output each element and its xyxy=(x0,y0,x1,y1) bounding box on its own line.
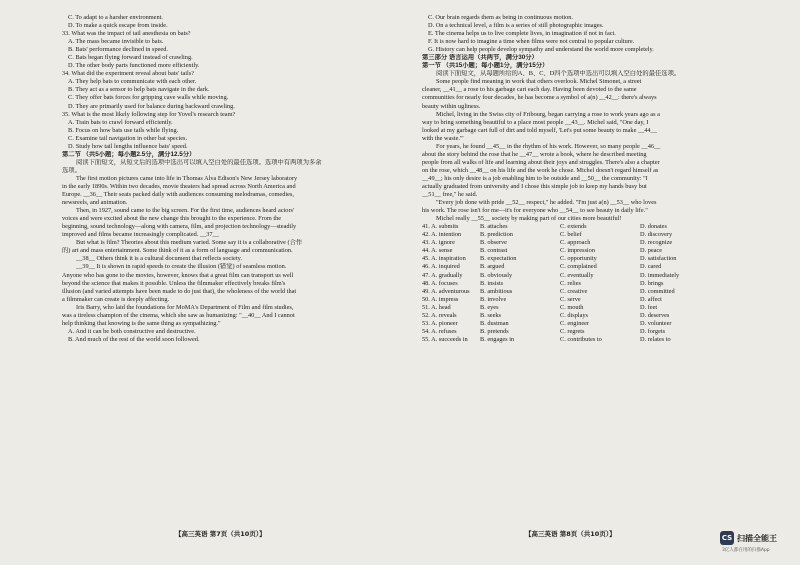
watermark-subtitle: 3亿人都在用的扫描App xyxy=(722,548,770,553)
option-b: B. involve xyxy=(480,295,507,303)
text-line: was a tireless champion of the cinema, which she saw as humanizing: "__40__ And I cannot xyxy=(62,311,295,319)
option-a: 52. A. reveals xyxy=(422,311,457,319)
option-c: C. relies xyxy=(560,279,581,287)
text-line: Then, in 1927, sound came to the big screen. For the first time, audiences heard actors' xyxy=(76,207,295,215)
instruction-line: 选项。 xyxy=(62,166,81,174)
option-d: D. donates xyxy=(640,223,667,231)
option-a: 44. A. sense xyxy=(422,247,453,255)
option-line: F. It is now hard to imagine a time when films were not central to popular culture. xyxy=(428,38,635,46)
option-c: C. complained xyxy=(560,263,597,271)
option-row xyxy=(422,304,740,312)
option-a: 46. A. inquired xyxy=(422,263,460,271)
option-row xyxy=(422,272,740,280)
text-line: The first motion pictures came into life in Thomas Alva Edison's New Jersey laboratory xyxy=(76,174,298,182)
option-row xyxy=(422,247,740,255)
option-a: 45. A. inspiration xyxy=(422,255,466,263)
option-d: D. peace xyxy=(640,247,663,255)
option-b: B. observe xyxy=(480,239,507,247)
option-c: C. serve xyxy=(560,295,581,303)
option-c: C. eventually xyxy=(560,271,594,279)
option-b: B. prediction xyxy=(480,231,513,239)
option-d: D. cared xyxy=(640,263,662,271)
question-line: 35. What is the most likely following step for Yovel's research team? xyxy=(62,110,236,118)
instruction-line: 阅读下面短文，从每题所给的A、B、C、D四个选项中选出可以填入空白处的最佳选项。 xyxy=(436,70,681,78)
text-line: D. They are primarily used for balance during backward crawling. xyxy=(68,102,235,110)
option-c: C. displays xyxy=(560,311,588,319)
text-line: improved and films became increasingly complicated. __37__ xyxy=(62,231,219,239)
option-c: C. regrets xyxy=(560,327,585,335)
option-b: B. ambitious xyxy=(480,287,513,295)
option-b: B. eyes xyxy=(480,303,499,311)
text-line: newsreels, and animation. xyxy=(62,199,128,207)
option-a: 50. A. impress xyxy=(422,295,459,303)
text-line: D. To make a quick escape from inside. xyxy=(68,22,168,30)
text-line: B. Focus on how bats use tails while flying. xyxy=(68,126,179,134)
option-row xyxy=(422,328,740,336)
option-d: D. committed xyxy=(640,287,675,295)
option-a: 47. A. gradually xyxy=(422,271,463,279)
text-line: communities for nearly four decades, he has become a symbol of a(n) __42__: there's always xyxy=(422,94,657,102)
option-row xyxy=(422,288,740,296)
option-row xyxy=(422,239,740,247)
option-a: 48. A. focuses xyxy=(422,279,458,287)
option-line: E. The cinema helps us to live complete lives, in imagination if not in fact. xyxy=(428,30,616,38)
option-b: B. contrast xyxy=(480,247,508,255)
text-line: beginning, sound technology—along with camera, film, and projection technology—steadily xyxy=(62,223,297,231)
text-line: A. Train bats to crawl forward efficiently. xyxy=(68,118,173,126)
option-row xyxy=(422,231,740,239)
option-b: B. insists xyxy=(480,279,504,287)
option-b: B. dustman xyxy=(480,319,509,327)
text-line: his work. The rose isn't for me—it's for everyone who __54__ to see beauty in daily life." xyxy=(422,207,648,215)
option-a: 51. A. head xyxy=(422,303,451,311)
option-d: D. satisfaction xyxy=(640,255,677,263)
text-line: __51__ free," he said. xyxy=(422,191,478,199)
text-line: A. They help bats to communicate with each other. xyxy=(68,78,197,86)
text-line: Anyone who has gone to the movies, however, knows that a great film can transport us well xyxy=(62,271,294,279)
text-line: Michel, living in the Swiss city of Fribourg, began carrying a rose to work years ago as a xyxy=(436,110,660,118)
option-a: 55. A. succeeds in xyxy=(422,335,468,343)
option-row xyxy=(422,223,740,231)
text-line: Iris Barry, who laid the foundations for MoMA's Department of Film and film studies, xyxy=(76,303,294,311)
text-line: C. Bats began flying forward instead of crawling. xyxy=(68,54,193,62)
option-line: D. On a technical level, a film is a series of still photographic images. xyxy=(428,22,604,30)
option-row xyxy=(422,280,740,288)
text-line: __38__ Others think it is a cultural document that reflects society. xyxy=(76,255,242,263)
question-line: 33. What was the impact of tail anesthesia on bats? xyxy=(62,30,191,38)
option-line: C. Our brain regards them as being in continuous motion. xyxy=(428,14,573,21)
text-line: Europe. __36__ Their seats packed daily with audiences consuming melodramas, comedies, xyxy=(62,191,294,199)
option-b: B. argued xyxy=(480,263,505,271)
camscanner-logo-icon: CS xyxy=(720,531,734,545)
option-row xyxy=(422,312,740,320)
option-row xyxy=(422,296,740,304)
text-line: C. Examine tail navigation in other bat species. xyxy=(68,134,188,142)
option-a: 41. A. submits xyxy=(422,223,459,231)
text-line: For years, he found __45__ in the rhythm of his work. However, so many people __46__ xyxy=(436,142,661,150)
option-c: C. creative xyxy=(560,287,588,295)
option-row xyxy=(422,255,740,263)
option-b: B. expectation xyxy=(480,255,517,263)
option-a: 42. A. intention xyxy=(422,231,462,239)
text-line: way to bring something beautiful to a place most people __43__. Michel said, "One day, I xyxy=(422,118,649,126)
text-line: B. They act as a sensor to help bats navigate in the dark. xyxy=(68,86,210,94)
text-line: C. To adapt to a harsher environment. xyxy=(68,14,163,21)
option-d: D. relates to xyxy=(640,335,671,343)
text-line: beyond the science that makes it possible. Unless the filmmaker effectively breaks film's xyxy=(62,279,286,287)
option-c: C. extends xyxy=(560,223,587,231)
option-d: D. volunteer xyxy=(640,319,672,327)
option-row xyxy=(422,263,740,271)
option-b: B. pretends xyxy=(480,327,509,335)
text-line: beauty within ugliness. xyxy=(422,102,481,110)
text-line: people from all walks of life and learning about their joys and struggles. There's also a chapter xyxy=(422,158,660,166)
option-c: C. opportunity xyxy=(560,255,597,263)
option-d: D. affect xyxy=(640,295,662,303)
option-c: C. impression xyxy=(560,247,595,255)
option-a: 43. A. ignore xyxy=(422,239,455,247)
option-a: 54. A. refuses xyxy=(422,327,457,335)
option-row xyxy=(422,320,740,328)
option-b: B. seeks xyxy=(480,311,501,319)
text-line: help thinking that knowing is the same thing as sympathizing." xyxy=(62,319,221,327)
option-c: C. contributes to xyxy=(560,335,602,343)
text-line: actually graduated from university and I chose this simple job to keep my hands busy but xyxy=(422,182,647,190)
option-c: C. mouth xyxy=(560,303,584,311)
option-b: B. engages in xyxy=(480,335,515,343)
option-d: D. feet xyxy=(640,303,658,311)
option-d: D. forgets xyxy=(640,327,666,335)
text-line: "Every job done with pride __52__ respect," he added. "I'm just a(n) __53__ who loves xyxy=(436,199,657,207)
text-line: voices and were excited about the new change this brought to the experience. From the xyxy=(62,215,282,223)
text-line: Michel really __55__ society by making part of our cities more beautiful! xyxy=(436,215,622,223)
question-line: 34. What did the experiment reveal about bats' tails? xyxy=(62,70,194,78)
option-a: 53. A. pioneer xyxy=(422,319,458,327)
text-line: on the rose, which __48__ on his life and the work he chose. Michel doesn't regard himself as xyxy=(422,166,659,174)
scanner-watermark xyxy=(720,531,777,545)
option-d: D. immediately xyxy=(640,271,680,279)
text-line: B. Bats' performance declined in speed. xyxy=(68,46,168,54)
option-b: B. attaches xyxy=(480,223,508,231)
text-line: 的) art and mass entertainment. Some think of it as a form of language and communication. xyxy=(62,247,293,255)
option-a: 49. A. adventurous xyxy=(422,287,470,295)
option-d: D. deserves xyxy=(640,311,670,319)
page-footer-right: 【高三英语 第8页（共10页）】 xyxy=(525,530,616,538)
option-line: G. History can help people develop sympathy and understand the world more completely. xyxy=(428,46,654,54)
text-line: looked at my garbage cart full of dirt and told myself, 'Let's put some beauty to make __44__ xyxy=(422,126,657,134)
text-line: D. Study how tail lengths influence bats' speed. xyxy=(68,142,188,150)
text-line: C. They offer bats forces for gripping cave walls while moving. xyxy=(68,94,229,102)
option-line: B. And much of the rest of the world soon followed. xyxy=(68,335,200,343)
option-c: C. approach xyxy=(560,239,591,247)
text-line: in the early 1890s. Within two decades, movie theaters had spread across North America and xyxy=(62,182,296,190)
text-line: with the waste.'" xyxy=(422,134,464,142)
text-line: Some people find meaning in work that others overlook. Michel Simonet, a street xyxy=(436,78,642,86)
text-line: cleaner, __41__ a rose to his garbage cart each day. Having been devoted to the same xyxy=(422,86,637,94)
option-c: C. engineer xyxy=(560,319,590,327)
text-line: __49__; his only desire is a job enabling him to be outside and __50__ the community: "I xyxy=(422,174,648,182)
instruction-line: 阅读下面短文，从短文后的选项中选出可以填入空白处的最佳选项。选项中有两项为多余 xyxy=(76,158,322,166)
option-c: C. belief xyxy=(560,231,582,239)
option-d: D. recognize xyxy=(640,239,673,247)
text-line: But what is film? Theories about this medium varied. Some say it is a collaborative (合作 xyxy=(76,239,303,247)
page-footer-left: 【高三英语 第7页（共10页）】 xyxy=(175,530,266,538)
section-heading: 第一节 （共15小题；每小题1分，满分15分） xyxy=(422,62,549,70)
part-heading: 第三部分 语言运用（共两节，满分30分） xyxy=(422,54,538,62)
text-line: about the story behind the rose that he __47__ wrote a book, where he described meeting xyxy=(422,150,647,158)
watermark-name: 扫描全能王 xyxy=(737,533,777,543)
option-d: D. brings xyxy=(640,279,664,287)
text-line: illusion (and varied attempts have been made to do just that), the wholeness of the world that xyxy=(62,287,297,295)
option-b: B. obviously xyxy=(480,271,513,279)
text-line: A. The mass became invisible to bats. xyxy=(68,38,164,46)
left-column xyxy=(62,14,380,344)
option-d: D. discovery xyxy=(640,231,673,239)
option-line: A. And it can be both constructive and destructive. xyxy=(68,327,196,335)
text-line: a filmmaker can create is deeply affecting. xyxy=(62,295,170,303)
option-row xyxy=(422,336,740,344)
text-line: __39__ It is shown in rapid speeds to create the illusion (错觉) of seamless motion. xyxy=(76,263,287,271)
section-heading: 第二节 （共5小题；每小题2.5分，满分12.5分） xyxy=(62,150,196,158)
text-line: D. The other body parts functioned more efficiently. xyxy=(68,62,200,70)
right-column xyxy=(422,14,740,344)
